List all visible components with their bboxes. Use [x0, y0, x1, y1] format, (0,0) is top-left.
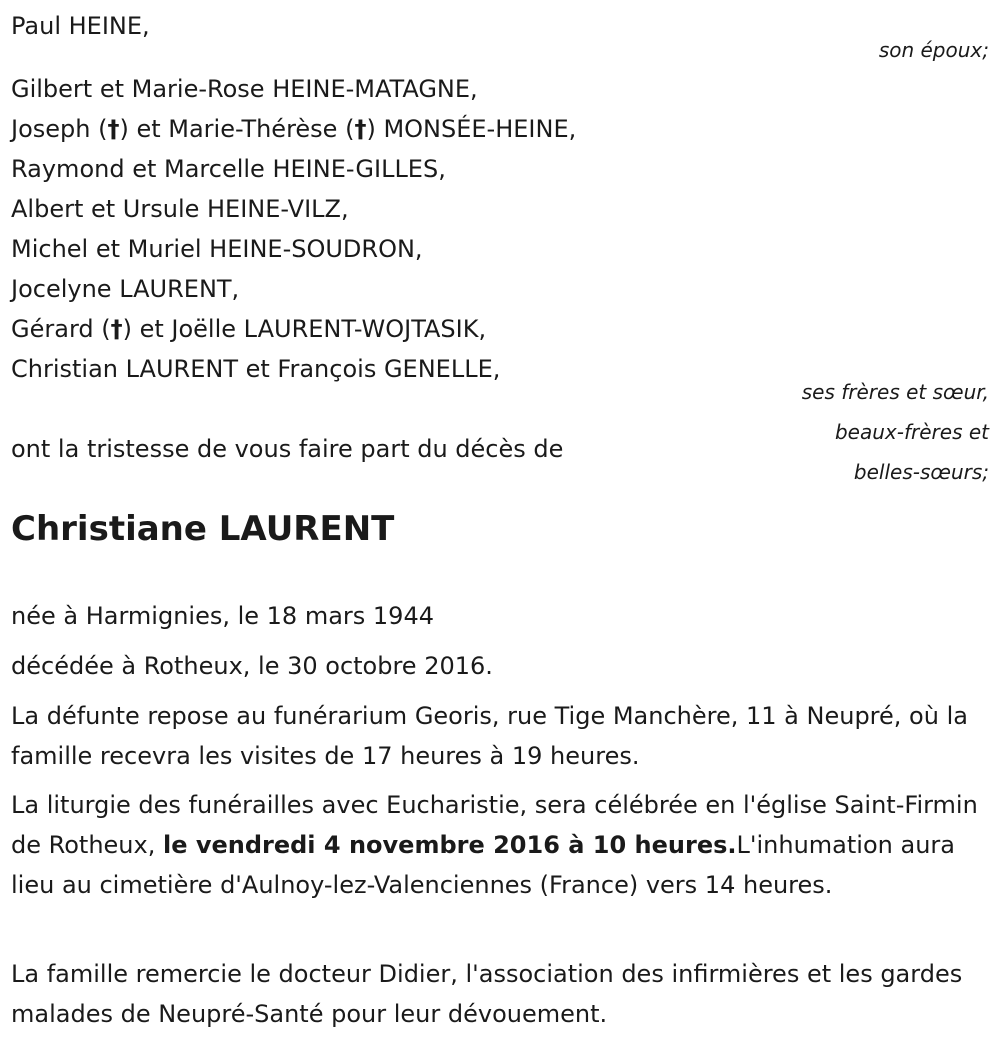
rest-paragraph: La défunte repose au funérarium Georis, rue Tige Manchère, 11 à Neupré, où la famille recevra les visites de 17 heures à 19 heures.: [11, 702, 968, 770]
death-info: décédée à Rotheux, le 30 octobre 2016.: [11, 652, 493, 680]
spouse-role: son époux;: [878, 38, 989, 62]
liturgy-date: le vendredi 4 novembre 2016 à 10 heures.: [162, 831, 737, 859]
family-line: Gilbert et Marie-Rose HEINE-MATAGNE,: [11, 75, 478, 103]
family-line-part: Gérard (: [11, 315, 111, 343]
thanks-paragraph: La famille remercie le docteur Didier, l'association des infirmières et les gardes malades de Neupré-Santé pour leur dévouement.: [11, 960, 963, 1028]
family-role-line: ses frères et sœur,: [801, 380, 989, 404]
liturgy-burial: L'inhumation aura lieu au cimetière d'Aulnoy-lez-Valenciennes (France) vers 14 heures.: [11, 831, 955, 899]
family-line: Christian LAURENT et François GENELLE,: [11, 355, 501, 383]
cross-icon: †: [354, 115, 367, 143]
family-line: Michel et Muriel HEINE-SOUDRON,: [11, 235, 423, 263]
family-role-line: beaux-frères et: [834, 420, 989, 444]
family-role-line: belles-sœurs;: [853, 460, 989, 484]
liturgy-paragraph: [11, 785, 991, 905]
deceased-name: Christiane LAURENT: [11, 509, 395, 549]
family-line-part: ) et Marie-Thérèse (: [119, 115, 355, 143]
cross-icon: †: [110, 315, 123, 343]
announcement-text: ont la tristesse de vous faire part du décès de: [11, 435, 564, 463]
family-line: Albert et Ursule HEINE-VILZ,: [11, 195, 349, 223]
birth-info: née à Harmignies, le 18 mars 1944: [11, 602, 434, 630]
spouse-name: Paul HEINE,: [11, 12, 150, 40]
family-line: Raymond et Marcelle HEINE-GILLES,: [11, 155, 446, 183]
family-line-part: ) et Joëlle LAURENT-WOJTASIK,: [122, 315, 487, 343]
family-line-part: Joseph (: [11, 115, 108, 143]
family-line: [11, 109, 576, 149]
family-line: [11, 309, 486, 349]
family-line-part: ) MONSÉE-HEINE,: [366, 115, 577, 143]
liturgy-intro: La liturgie des funérailles avec Eucharistie, sera célébrée en l'église Saint-Firmin de Rotheux,: [11, 791, 978, 859]
cross-icon: †: [107, 115, 120, 143]
family-line: Jocelyne LAURENT,: [11, 275, 240, 303]
